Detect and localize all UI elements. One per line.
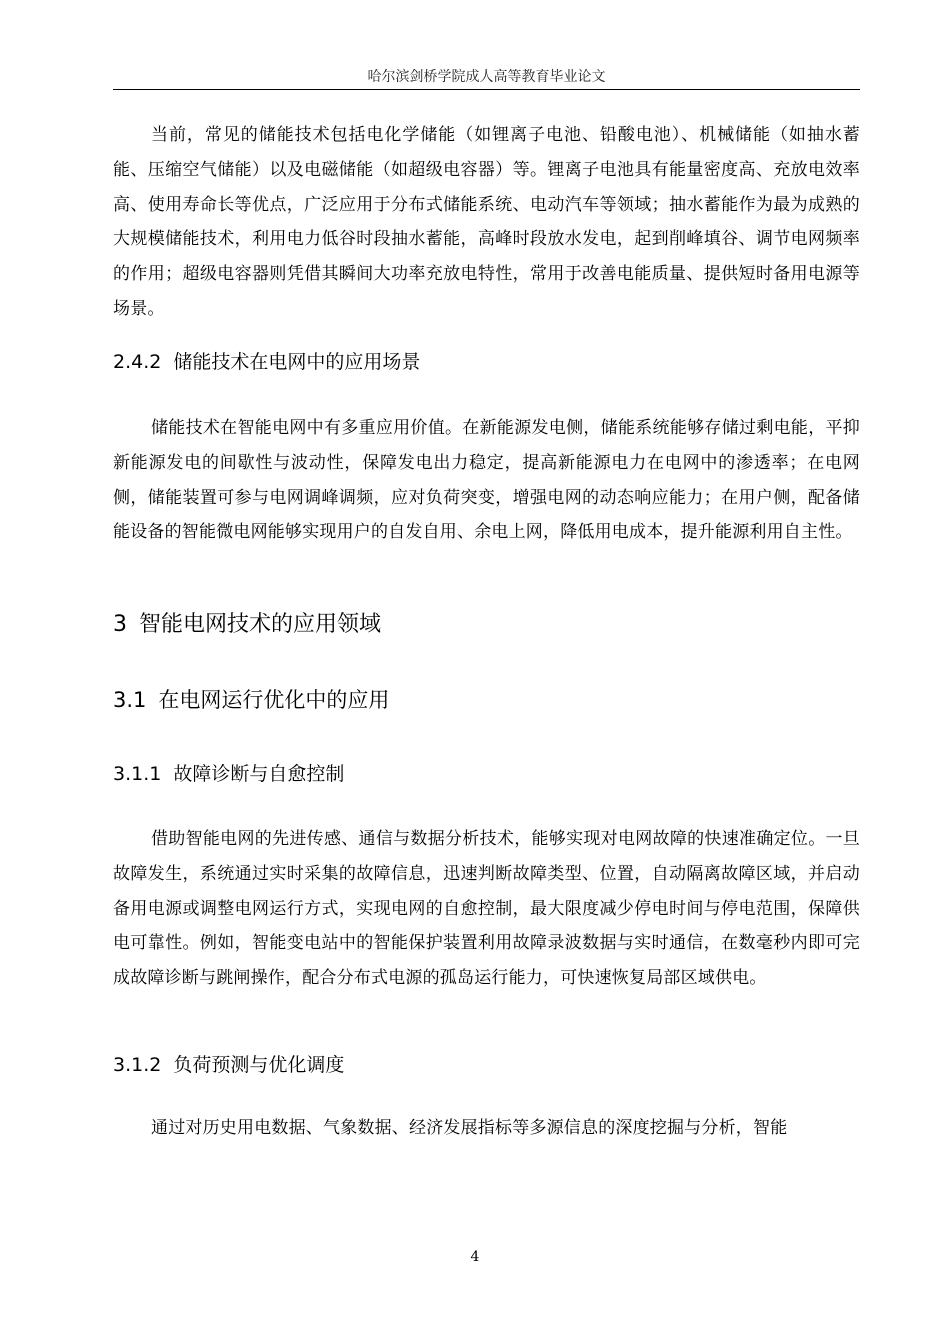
heading-number: 2.4.2 [113, 351, 162, 373]
heading-3-1-1 [113, 759, 344, 786]
running-header: 哈尔滨剑桥学院成人高等教育毕业论文 [367, 69, 606, 85]
heading-3 [113, 607, 381, 638]
paragraph-load-forecast: 通过对历史用电数据、气象数据、经济发展指标等多源信息的深度挖掘与分析，智能 [151, 1118, 788, 1138]
paragraph-storage-types: 当前，常见的储能技术包括电化学储能（如锂离子电池、铅酸电池）、机械储能（如抽水蓄能、压缩空气储能）以及电磁储能（如超级电容器）等。锂离子电池具有能量密度高、充放电效率高、使用寿命长等优点，广泛应用于分布式储能系统、电动汽车等领域；抽水蓄能作为最为成熟的大规模储能技术，利用电力低谷时段抽水蓄能，高峰时段放水发电，起到削峰填谷、调节电网频率的作用；超级电容器则凭借其瞬间大功率充放电特性，常用于改善电能质量、提供短时备用电源等场景。 [113, 125, 860, 319]
paragraph-storage-applications: 储能技术在智能电网中有多重应用价值。在新能源发电侧，储能系统能够存储过剩电能，平抑新能源发电的间歇性与波动性，保障发电出力稳定，提高新能源电力在电网中的渗透率；在电网侧，储能装置可参与电网调峰调频，应对负荷突变，增强电网的动态响应能力；在用户侧，配备储能设备的智能微电网能够实现用户的自发自用、余电上网，降低用电成本，提升能源利用自主性。 [113, 418, 860, 543]
heading-text: 在电网运行优化中的应用 [158, 688, 390, 712]
heading-number: 3.1.2 [113, 1054, 162, 1076]
heading-text: 智能电网技术的应用领域 [139, 612, 382, 637]
heading-number: 3 [113, 612, 127, 637]
heading-number: 3.1.1 [113, 763, 162, 785]
heading-3-1-2 [113, 1050, 344, 1077]
heading-2-4-2 [113, 347, 420, 374]
heading-text: 故障诊断与自愈控制 [173, 763, 345, 785]
heading-number: 3.1 [113, 688, 147, 712]
heading-text: 储能技术在电网中的应用场景 [173, 351, 421, 373]
heading-text: 负荷预测与优化调度 [173, 1054, 345, 1076]
heading-3-1 [113, 684, 389, 714]
header-rule [113, 89, 860, 90]
paragraph-fault-diagnosis: 借助智能电网的先进传感、通信与数据分析技术，能够实现对电网故障的快速准确定位。一旦故障发生，系统通过实时采集的故障信息，迅速判断故障类型、位置，自动隔离故障区域，并启动备用电源或调整电网运行方式，实现电网的自愈控制，最大限度减少停电时间与停电范围，保障供电可靠性。例如，智能变电站中的智能保护装置利用故障录波数据与实时通信，在数毫秒内即可完成故障诊断与跳闸操作，配合分布式电源的孤岛运行能力，可快速恢复局部区域供电。 [113, 829, 860, 989]
page-number: 4 [470, 1249, 480, 1265]
